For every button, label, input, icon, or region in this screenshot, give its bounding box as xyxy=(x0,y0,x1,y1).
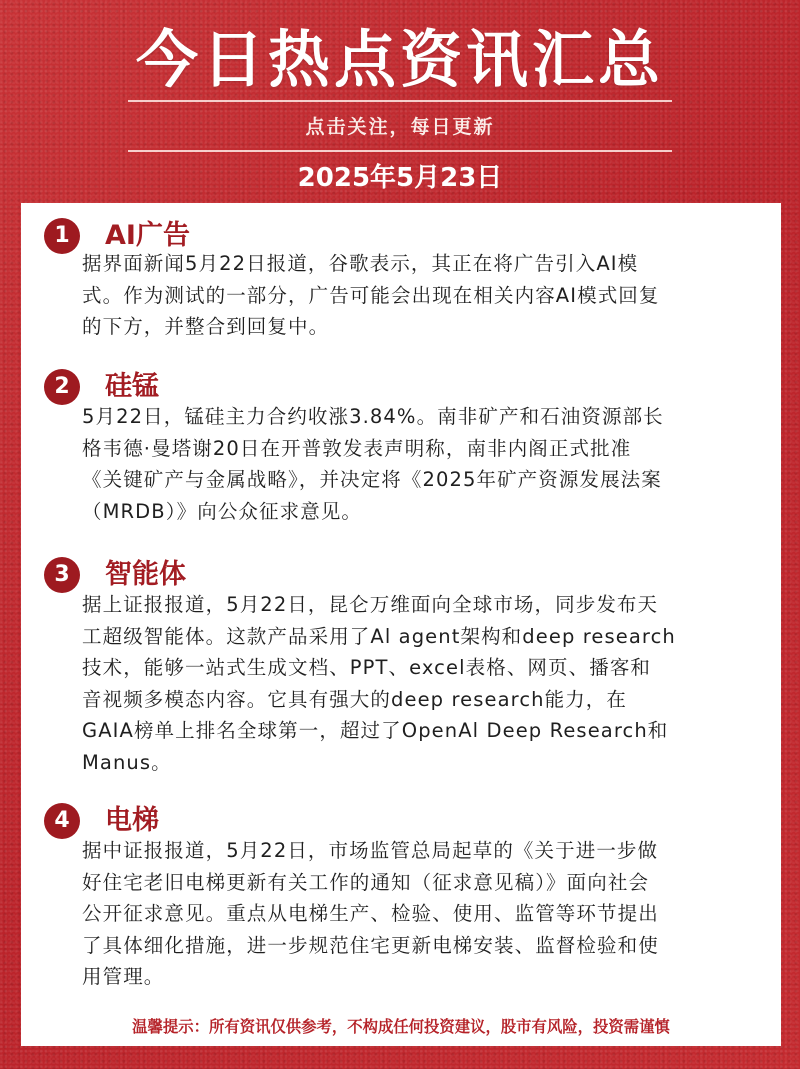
body-line: 据界面新闻5月22日报道，谷歌表示，其正在将广告引入AI模 xyxy=(82,252,639,275)
body-line: （MRDB）》向公众征求意见。 xyxy=(82,499,363,523)
body-line: 好住宅老旧电梯更新有关工作的通知（征求意见稿）》面向社会 xyxy=(82,870,650,894)
body-line: 5月22日，锰硅主力合约收涨3.84%。南非矿产和石油资源部长 xyxy=(82,405,664,428)
news-card xyxy=(21,203,781,1046)
body-line: GAIA榜单上排名全球第一，超过了OpenAl Deep Research和 xyxy=(82,719,669,742)
news-item-body xyxy=(82,401,692,527)
news-item-title: AI广告 xyxy=(105,220,190,251)
news-item-body xyxy=(82,835,692,993)
body-line: 了具体细化措施，进一步规范住宅更新电梯安装、监督检验和使 xyxy=(82,933,659,957)
body-line: Manus。 xyxy=(82,750,172,774)
body-line: 式。作为测试的一部分，广告可能会出现在相关内容AI模式回复 xyxy=(82,283,660,307)
news-item-title: 智能体 xyxy=(105,559,186,590)
number-badge: 4 xyxy=(44,803,80,839)
body-line: 用管理。 xyxy=(82,965,165,988)
disclaimer-note: 温馨提示：所有资讯仅供参考，不构成任何投资建议，股市有风险，投资需谨慎 xyxy=(132,1017,670,1036)
body-line: 的下方，并整合到回复中。 xyxy=(82,315,330,338)
page-title: 今日热点资讯汇总 xyxy=(135,23,664,96)
body-line: 《关键矿产与金属战略》，并决定将《2025年矿产资源发展法案 xyxy=(82,468,662,491)
divider-top xyxy=(128,100,672,102)
subtitle: 点击关注，每日更新 xyxy=(305,116,495,138)
news-item-body xyxy=(82,589,692,778)
body-line: 据中证报报道，5月22日，市场监管总局起草的《关于进一步做 xyxy=(82,839,659,862)
divider-bottom xyxy=(128,150,672,152)
body-line: 工超级智能体。这款产品采用了Al agent架构和deep research xyxy=(82,624,676,648)
news-item-title: 硅锰 xyxy=(105,371,159,402)
body-line: 公开征求意见。重点从电梯生产、检验、使用、监管等环节提出 xyxy=(82,902,659,925)
body-line: 格韦德·曼塔谢20日在开普敦发表声明称，南非内阁正式批准 xyxy=(82,436,632,460)
header xyxy=(0,0,800,203)
news-item-body xyxy=(82,248,692,343)
date-label: 2025年5月23日 xyxy=(297,163,503,193)
number-badge: 3 xyxy=(44,557,80,593)
body-line: 音视频多模态内容。它具有强大的deep research能力，在 xyxy=(82,687,628,711)
body-line: 据上证报报道，5月22日，昆仑万维面向全球市场，同步发布天 xyxy=(82,593,659,616)
number-badge: 1 xyxy=(44,218,80,254)
number-badge: 2 xyxy=(44,369,80,405)
body-line: 技术，能够一站式生成文档、PPT、excel表格、网页、播客和 xyxy=(82,656,652,679)
news-item-title: 电梯 xyxy=(105,805,159,836)
